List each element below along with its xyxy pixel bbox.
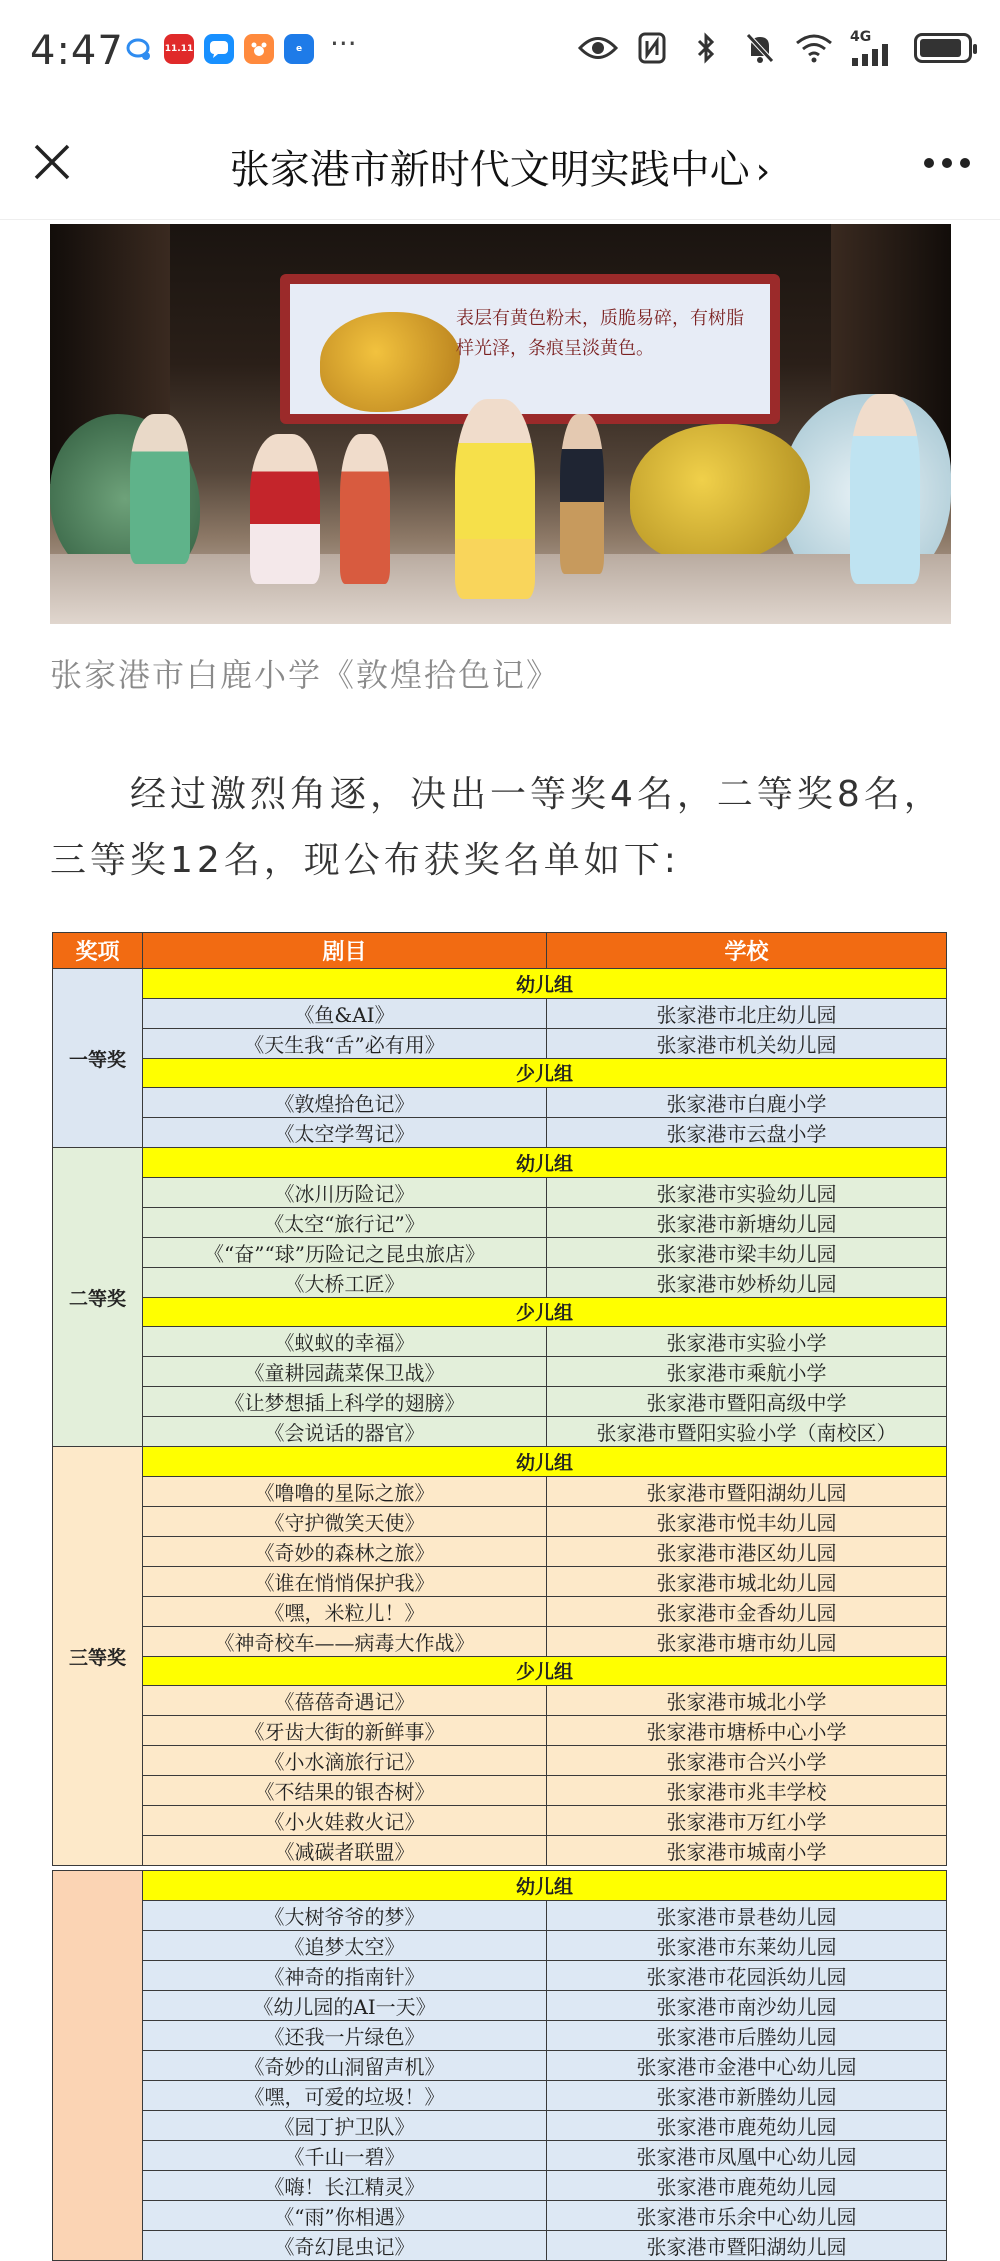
eye-icon [580,30,616,66]
program-cell: 《让梦想插上科学的翅膀》 [143,1387,547,1417]
account-title-link[interactable] [0,138,1000,195]
table-row [53,1806,947,1836]
table-row [53,1536,947,1566]
more-dot-icon [942,158,952,168]
table-row [53,998,947,1028]
school-cell: 张家港市东莱幼儿园 [547,1930,947,1960]
school-cell: 张家港市实验小学 [547,1327,947,1357]
performer [130,414,190,564]
school-cell: 张家港市金香幼儿园 [547,1596,947,1626]
battery-icon [914,33,972,63]
program-cell: 《大树爷爷的梦》 [143,1900,547,1930]
program-cell: 《小水滴旅行记》 [143,1746,547,1776]
battery-level [920,39,961,57]
table-row [53,1028,947,1058]
table-row [53,1327,947,1357]
program-cell: 《嘿，可爱的垃圾！》 [143,2080,547,2110]
article-paragraph: 经过激烈角逐，决出一等奖4名，二等奖8名，三等奖12名，现公布获奖名单如下: [50,774,944,881]
school-cell: 张家港市南沙幼儿园 [547,1990,947,2020]
chat-app-icon [204,34,234,64]
qq-bubble-icon [124,34,154,64]
school-cell: 张家港市城北幼儿园 [547,1566,947,1596]
wifi-icon [796,30,832,66]
school-cell: 张家港市梁丰幼儿园 [547,1237,947,1267]
table-row [53,1566,947,1596]
program-cell: 《奇幻昆虫记》 [143,2230,547,2260]
program-cell: 《会说话的器官》 [143,1417,547,1447]
program-cell: 《蓓蓓奇遇记》 [143,1686,547,1716]
school-cell: 张家港市机关幼儿园 [547,1028,947,1058]
group-row [53,969,947,999]
stage-photo[interactable] [50,224,951,624]
group-row [53,1871,947,1901]
performer [455,399,535,599]
program-cell: 《神奇校车——病毒大作战》 [143,1626,547,1656]
nav-bar [0,110,1000,220]
school-cell: 张家港市暨阳实验小学（南校区） [547,1417,947,1447]
paw-app-icon [244,34,274,64]
table-row [53,1118,947,1148]
school-cell: 张家港市乘航小学 [547,1357,947,1387]
school-cell: 张家港市后塍幼儿园 [547,2020,947,2050]
program-cell: 《还我一片绿色》 [143,2020,547,2050]
performer [250,434,320,584]
program-cell: 《小火娃救火记》 [143,1806,547,1836]
group-row [53,1297,947,1327]
bluetooth-icon [688,30,724,66]
program-cell: 《神奇的指南针》 [143,1960,547,1990]
school-cell: 张家港市妙桥幼儿园 [547,1267,947,1297]
header-program: 剧目 [143,933,547,969]
program-cell: 《敦煌拾色记》 [143,1088,547,1118]
school-cell: 张家港市悦丰幼儿园 [547,1506,947,1536]
program-cell: 《冰川历险记》 [143,1177,547,1207]
table-row [53,1267,947,1297]
page-title: 张家港市新时代文明实践中心 [229,147,750,193]
school-cell: 张家港市新塘幼儿园 [547,1207,947,1237]
taobao-1111-icon: 11.11 [164,34,194,64]
more-button[interactable] [924,158,970,168]
school-cell: 张家港市乐余中心幼儿园 [547,2200,947,2230]
table-row [53,1387,947,1417]
school-cell: 张家港市万红小学 [547,1806,947,1836]
school-cell: 张家港市暨阳湖幼儿园 [547,2230,947,2260]
group-label: 幼儿组 [143,1871,947,1901]
program-cell: 《鱼&AI》 [143,998,547,1028]
school-cell: 张家港市实验幼儿园 [547,1177,947,1207]
school-cell: 张家港市鹿苑幼儿园 [547,2110,947,2140]
header-prize: 奖项 [53,933,143,969]
group-label: 幼儿组 [143,1447,947,1477]
school-cell: 张家港市鹿苑幼儿园 [547,2170,947,2200]
group-row [53,1447,947,1477]
stage-backdrop-board [280,274,780,424]
award-table-continued [52,1870,947,2261]
program-cell: 《牙齿大街的新鲜事》 [143,1716,547,1746]
program-cell: 《谁在悄悄保护我》 [143,1566,547,1596]
table-row [53,1686,947,1716]
table-row [53,1088,947,1118]
more-dot-icon [924,158,934,168]
table-row [53,1357,947,1387]
cellular-signal-icon: 4G [850,30,896,66]
school-cell: 张家港市港区幼儿园 [547,1536,947,1566]
performer [850,394,920,584]
school-cell: 张家港市金港中心幼儿园 [547,2050,947,2080]
program-cell: 《嗨！长江精灵》 [143,2170,547,2200]
program-cell: 《千山一碧》 [143,2140,547,2170]
school-cell: 张家港市合兴小学 [547,1746,947,1776]
prize-cell: 三等奖 [53,1447,143,1866]
school-cell: 张家港市城北小学 [547,1686,947,1716]
table-row [53,1836,947,1866]
school-cell: 张家港市花园浜幼儿园 [547,1960,947,1990]
program-cell: 《守护微笑天使》 [143,1506,547,1536]
table-row [53,2110,947,2140]
school-cell: 张家港市凤凰中心幼儿园 [547,2140,947,2170]
performer [560,414,604,574]
school-cell: 张家港市城南小学 [547,1836,947,1866]
program-cell: 《太空学驾记》 [143,1118,547,1148]
school-cell: 张家港市白鹿小学 [547,1088,947,1118]
status-time: 4:47 [30,28,124,74]
table-row [53,1476,947,1506]
yellow-stone-prop [630,424,810,564]
program-cell: 《不结果的银杏树》 [143,1776,547,1806]
program-cell: 《太空“旅行记”》 [143,1207,547,1237]
program-cell: 《蚁蚁的幸福》 [143,1327,547,1357]
group-row [53,1656,947,1686]
table-row [53,1177,947,1207]
program-cell: 《减碳者联盟》 [143,1836,547,1866]
table-row [53,2020,947,2050]
school-cell: 张家港市景巷幼儿园 [547,1900,947,1930]
table-row [53,2050,947,2080]
header-school: 学校 [547,933,947,969]
table-row [53,1237,947,1267]
table-row [53,1506,947,1536]
table-row [53,1990,947,2020]
program-cell: 《追梦太空》 [143,1930,547,1960]
table-row [53,2230,947,2260]
program-cell: 《奇妙的森林之旅》 [143,1536,547,1566]
table-row [53,1626,947,1656]
table-row [53,2170,947,2200]
status-right [580,30,972,66]
prize-cell: 一等奖 [53,969,143,1148]
prize-cell [53,1871,143,2261]
school-cell: 张家港市塘市幼儿园 [547,1626,947,1656]
program-cell: 《童耕园蔬菜保卫战》 [143,1357,547,1387]
table-row [53,1930,947,1960]
program-cell: 《天生我“舌”必有用》 [143,1028,547,1058]
image-caption: 张家港市白鹿小学《敦煌拾色记》 [50,656,561,694]
table-row [53,1207,947,1237]
table-row [53,1776,947,1806]
program-cell: 《幼儿园的AI一天》 [143,1990,547,2020]
chevron-right-icon: › [755,151,771,192]
notification-icons [124,26,357,64]
table-row [53,1960,947,1990]
group-row [53,1148,947,1178]
table-row [53,2200,947,2230]
backdrop-text: 表层有黄色粉末，质脆易碎，有树脂样光泽，条痕呈淡黄色。 [456,308,744,359]
group-label: 少儿组 [143,1058,947,1088]
program-cell: 《噜噜的星际之旅》 [143,1476,547,1506]
program-cell: 《园丁护卫队》 [143,2110,547,2140]
group-label: 幼儿组 [143,1148,947,1178]
school-cell: 张家港市暨阳高级中学 [547,1387,947,1417]
performer [340,434,390,584]
program-cell: 《奇妙的山洞留声机》 [143,2050,547,2080]
school-cell: 张家港市兆丰学校 [547,1776,947,1806]
table-row [53,2080,947,2110]
table-row [53,1417,947,1447]
more-dot-icon [960,158,970,168]
group-row [53,1058,947,1088]
group-label: 少儿组 [143,1297,947,1327]
table-row [53,1900,947,1930]
prize-cell: 二等奖 [53,1148,143,1447]
more-notifications-icon: ··· [330,26,357,60]
nfc-icon [634,30,670,66]
school-cell: 张家港市北庄幼儿园 [547,998,947,1028]
table-row [53,1716,947,1746]
group-label: 幼儿组 [143,969,947,999]
program-cell: 《大桥工匠》 [143,1267,547,1297]
group-label: 少儿组 [143,1656,947,1686]
mute-bell-icon [742,30,778,66]
browser-app-icon: e [284,34,314,64]
program-cell: 《嘿，米粒儿！》 [143,1596,547,1626]
school-cell: 张家港市塘桥中心小学 [547,1716,947,1746]
program-cell: 《“奋”“球”历险记之昆虫旅店》 [143,1237,547,1267]
table-row [53,2140,947,2170]
status-bar [0,0,1000,110]
amber-stone [320,312,460,412]
school-cell: 张家港市云盘小学 [547,1118,947,1148]
table-row [53,1746,947,1776]
school-cell: 张家港市新塍幼儿园 [547,2080,947,2110]
program-cell: 《“雨”你相遇》 [143,2200,547,2230]
award-table [52,932,947,1866]
school-cell: 张家港市暨阳湖幼儿园 [547,1476,947,1506]
table-row [53,1596,947,1626]
